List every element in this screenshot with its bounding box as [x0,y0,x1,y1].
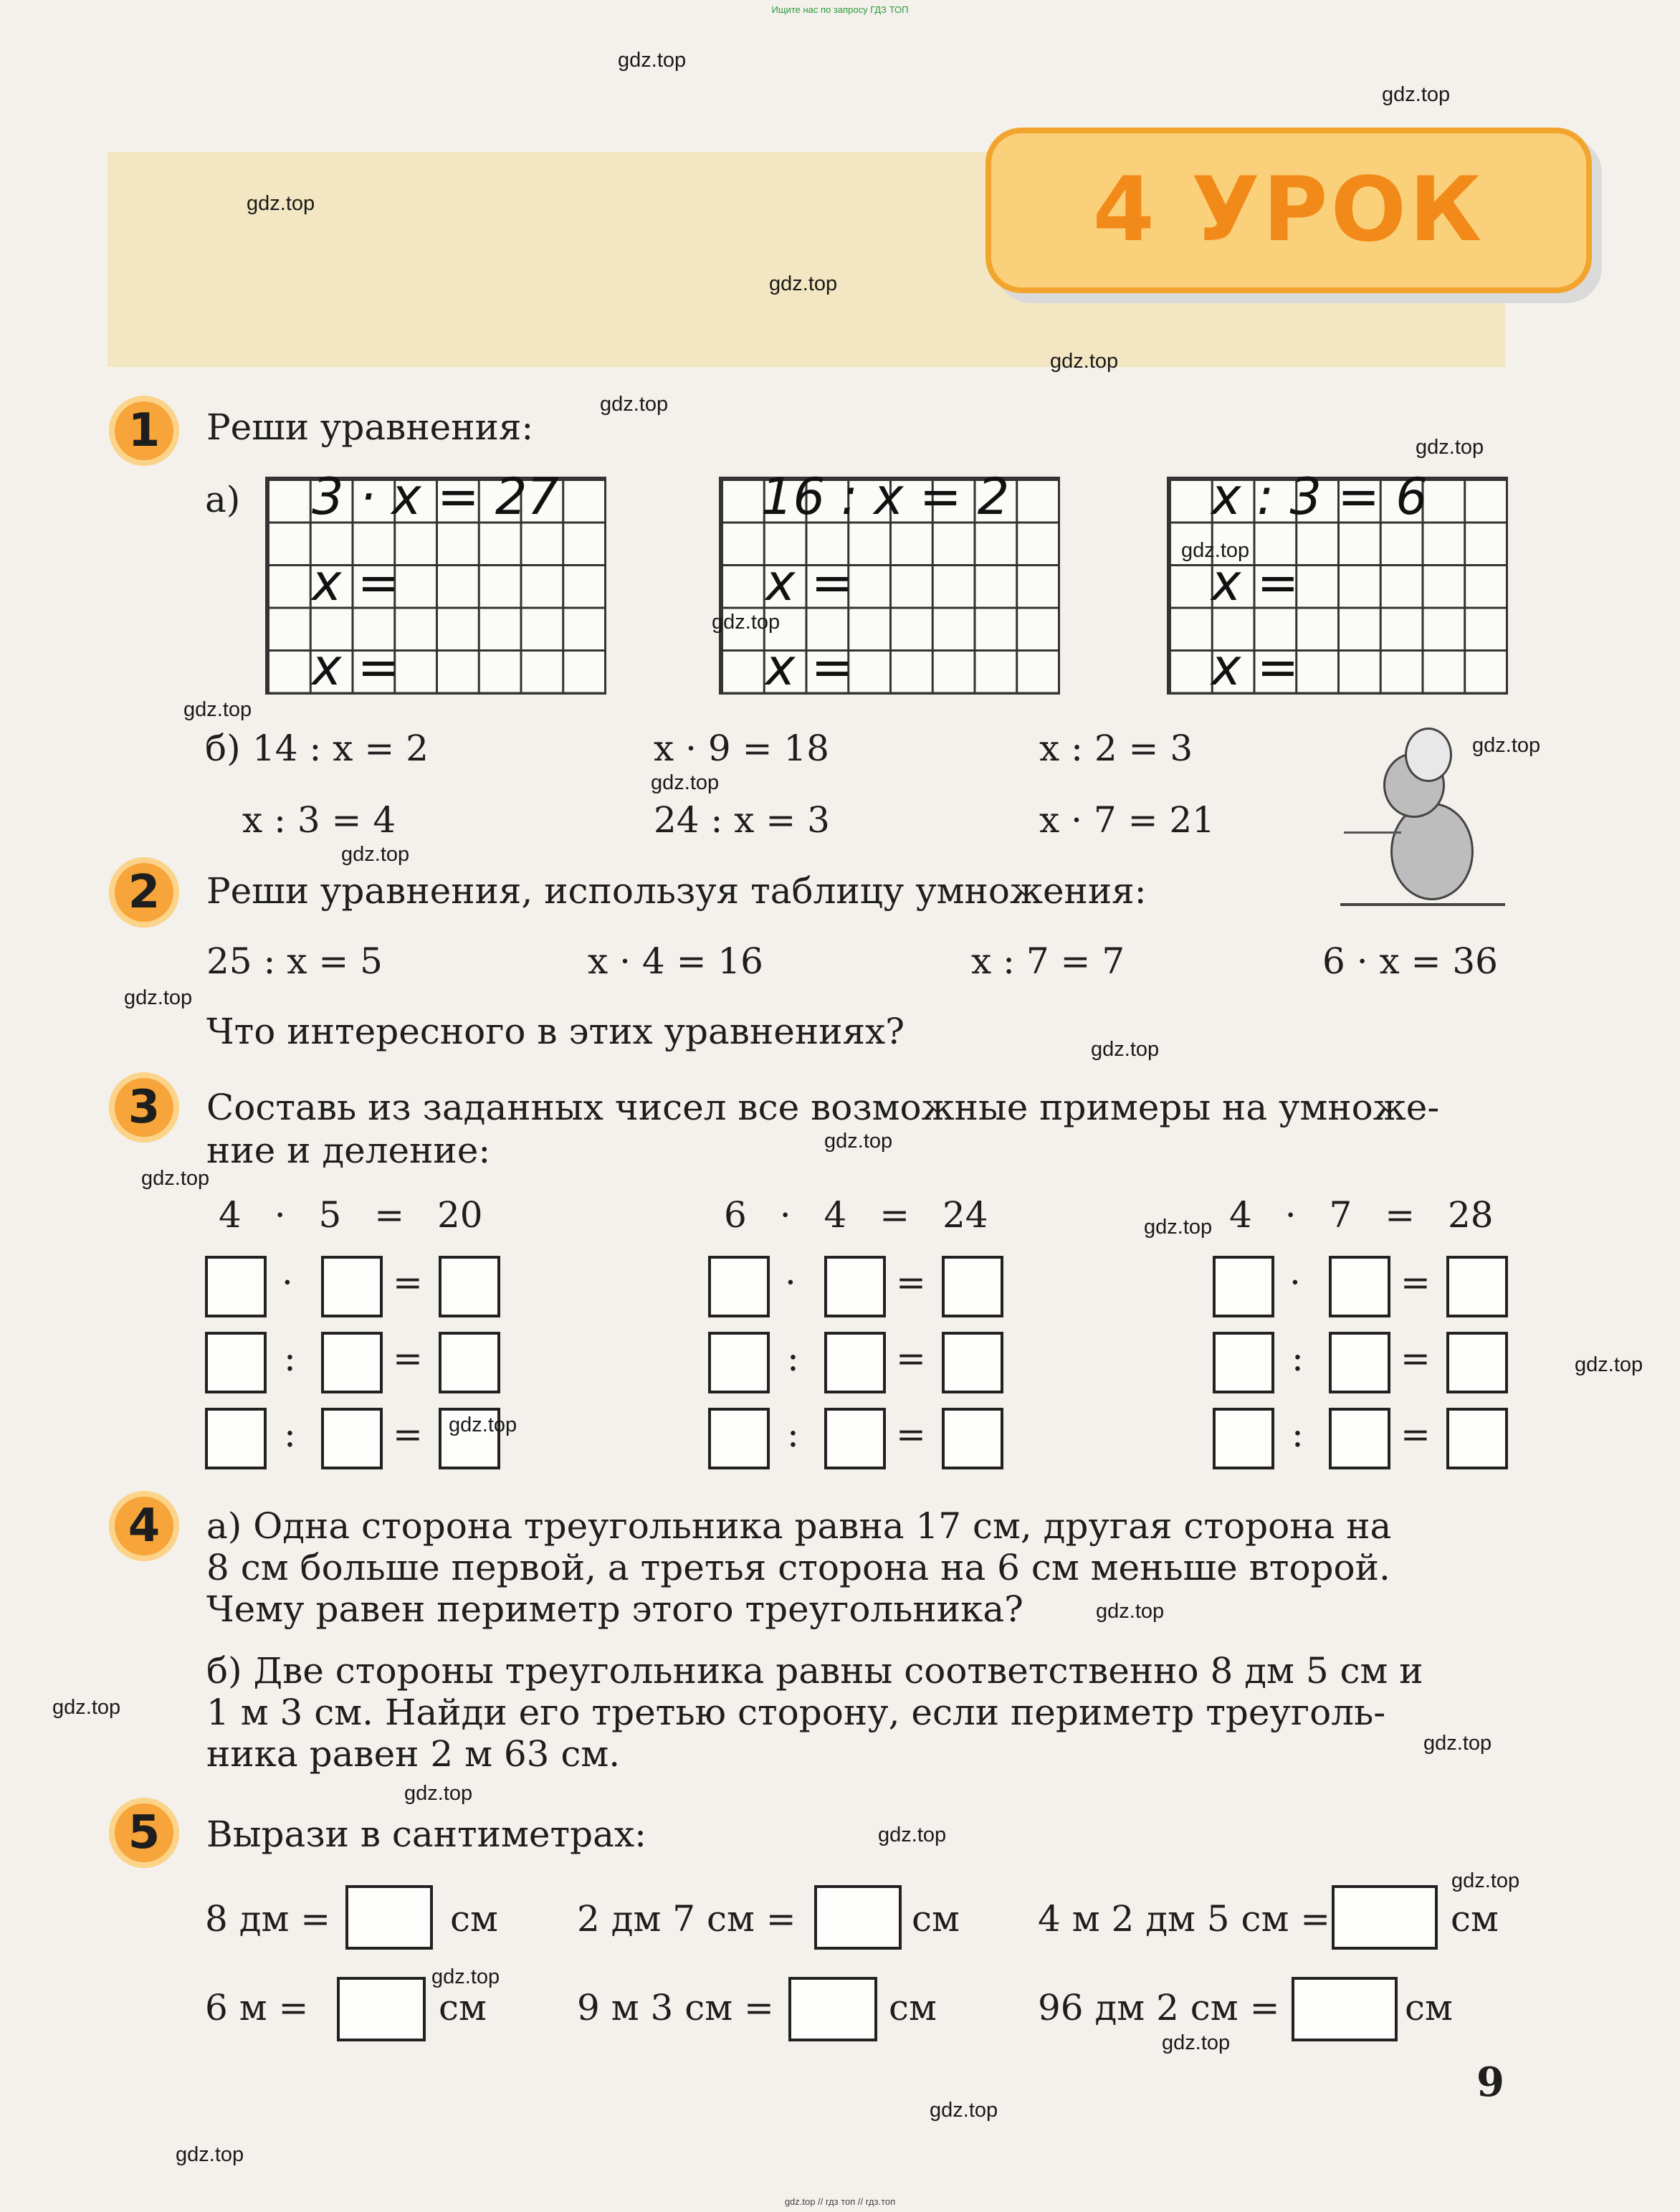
task2-question: Что интересного в этих уравнениях? [206,1011,905,1052]
watermark: gdz.top [1144,1216,1213,1239]
t3-g1-r3-b[interactable] [321,1408,383,1469]
t3-g3-r2-c[interactable] [1446,1332,1508,1393]
watermark: gdz.top [878,1824,947,1846]
t2-eq-4: 6 · x = 36 [1322,940,1498,982]
t3-g1-r1-b[interactable] [321,1256,383,1317]
t3-g1-r3-op: : [284,1414,296,1455]
t5-item-1: 8 дм = [205,1898,331,1940]
grid-x-2a: x = [765,553,854,612]
t5-unit-4: см [439,1987,487,2029]
t5-box-2[interactable] [814,1885,902,1950]
t2-eq-1: 25 : x = 5 [206,940,383,982]
grid-x-1b: x = [312,638,400,697]
b-eq-1: 14 : x = 2 [252,728,429,769]
page-number: 9 [1476,2059,1504,2106]
watermark: gdz.top [341,843,410,866]
grid-x-3b: x = [1211,638,1299,697]
grid-x-1a: x = [312,553,400,612]
watermark: gdz.top [1382,83,1451,106]
t4-a-1: а) Одна сторона треугольника равна 17 см, другая сторона на [206,1505,1392,1547]
t3-g2-r1-eq: = [896,1262,926,1303]
top-note: Ищите нас по запросу ГДЗ ТОП [771,4,909,15]
t5-unit-5: см [889,1987,937,2029]
t3-g1-r2-a[interactable] [205,1332,267,1393]
t5-item-4: 6 м = [205,1987,309,2029]
watermark: gdz.top [1575,1353,1643,1376]
task2-title: Реши уравнения, используя таблицу умножения: [206,870,1147,912]
t5-box-5[interactable] [788,1977,877,2041]
task1-part-a-label: а) [205,479,241,520]
t3-fact-3: 4 · 7 = 28 [1229,1194,1494,1236]
t3-g3-r3-b[interactable] [1329,1408,1390,1469]
watermark: gdz.top [1416,436,1484,459]
t3-g2-r2-op: : [787,1338,799,1379]
watermark: gdz.top [1181,539,1250,562]
t5-box-4[interactable] [337,1977,426,2041]
t3-g3-r1-b[interactable] [1329,1256,1390,1317]
grid-x-2b: x = [765,638,854,697]
t3-g3-r2-a[interactable] [1213,1332,1274,1393]
b-eq-5: 24 : x = 3 [654,799,830,841]
watermark: gdz.top [431,1965,500,1988]
t3-g1-r2-eq: = [393,1338,423,1379]
t5-unit-3: см [1451,1898,1499,1940]
t3-g3-r3-op: : [1292,1414,1304,1455]
t3-g3-r1-op: · [1289,1262,1301,1303]
t4-b-1: б) Две стороны треугольника равны соответственно 8 дм 5 см и [206,1650,1423,1692]
t2-eq-2: x · 4 = 16 [588,940,763,982]
watermark: gdz.top [769,272,838,295]
t5-box-1[interactable] [345,1885,433,1950]
t3-g3-r1-c[interactable] [1446,1256,1508,1317]
t4-b-2: 1 м 3 см. Найди его третью сторону, если периметр треуголь- [206,1692,1386,1733]
t3-g3-r2-op: : [1292,1338,1304,1379]
t5-item-5: 9 м 3 см = [577,1987,774,2029]
watermark: gdz.top [1096,1600,1165,1623]
t3-g2-r1-a[interactable] [708,1256,770,1317]
t3-fact-1: 4 · 5 = 20 [219,1194,483,1236]
t3-g3-r2-eq: = [1400,1338,1431,1379]
watermark: gdz.top [1091,1038,1160,1061]
t3-g1-r1-eq: = [393,1262,423,1303]
t3-g2-r1-c[interactable] [942,1256,1003,1317]
t3-g1-r1-a[interactable] [205,1256,267,1317]
t3-g3-r1-eq: = [1400,1262,1431,1303]
t3-g2-r3-eq: = [896,1414,926,1455]
task2-number: 2 [109,857,179,928]
bottom-note: gdz.top // гдз топ // гдз.топ [784,2196,896,2207]
t3-g2-r3-b[interactable] [824,1408,886,1469]
grid-eq-2: 16 : x = 2 [761,467,1010,526]
watermark: gdz.top [52,1696,121,1719]
t3-g1-r1-op: · [282,1262,293,1303]
task5-number: 5 [109,1798,179,1868]
task3-title-2: ние и деление: [206,1130,491,1171]
b-eq-2: x · 9 = 18 [654,728,829,769]
t4-b-3: ника равен 2 м 63 см. [206,1733,621,1775]
watermark: gdz.top [1423,1732,1492,1755]
task1-part-b-label: б) [205,728,241,769]
t3-g2-r3-a[interactable] [708,1408,770,1469]
t5-item-3: 4 м 2 дм 5 см = [1038,1898,1331,1940]
task3-number: 3 [109,1072,179,1143]
task4-number: 4 [109,1491,179,1561]
watermark: gdz.top [930,2099,998,2122]
t4-a-2: 8 см больше первой, а третья сторона на 6 см меньше второй. [206,1547,1390,1588]
t3-g1-r3-a[interactable] [205,1408,267,1469]
watermark: gdz.top [1050,350,1119,373]
task1-number: 1 [109,396,179,466]
t3-g3-r1-a[interactable] [1213,1256,1274,1317]
t3-fact-2: 6 · 4 = 24 [724,1194,988,1236]
t3-g1-r2-op: : [284,1338,296,1379]
watermark: gdz.top [618,49,687,72]
watermark: gdz.top [1162,2031,1231,2054]
watermark: gdz.top [600,393,669,416]
t5-unit-6: см [1405,1987,1453,2029]
t2-eq-3: x : 7 = 7 [971,940,1125,982]
task3-title-1: Составь из заданных чисел все возможные примеры на умноже- [206,1087,1440,1128]
t5-box-6[interactable] [1292,1977,1398,2041]
t3-g1-r2-c[interactable] [439,1332,500,1393]
b-eq-6: x · 7 = 21 [1039,799,1215,841]
task1-title: Реши уравнения: [206,406,534,448]
t4-a-3: Чему равен периметр этого треугольника? [206,1588,1023,1630]
watermark: gdz.top [1472,734,1541,757]
watermark: gdz.top [141,1167,210,1190]
watermark: gdz.top [824,1130,893,1153]
b-eq-3: x : 2 = 3 [1039,728,1193,769]
watermark: gdz.top [183,698,252,721]
t3-g2-r3-op: : [787,1414,799,1455]
watermark: gdz.top [449,1414,517,1436]
t3-g1-r2-b[interactable] [321,1332,383,1393]
t3-g2-r2-eq: = [896,1338,926,1379]
t3-g3-r3-c[interactable] [1446,1408,1508,1469]
t3-g1-r1-c[interactable] [439,1256,500,1317]
t5-item-6: 96 дм 2 см = [1038,1987,1280,2029]
t5-unit-1: см [450,1898,498,1940]
task5-title: Вырази в сантиметрах: [206,1813,647,1855]
t5-item-2: 2 дм 7 см = [577,1898,796,1940]
b-eq-4: x : 3 = 4 [242,799,396,841]
t3-g2-r1-op: · [785,1262,796,1303]
t3-g2-r2-c[interactable] [942,1332,1003,1393]
t3-g2-r2-a[interactable] [708,1332,770,1393]
t3-g2-r2-b[interactable] [824,1332,886,1393]
watermark: gdz.top [404,1782,473,1805]
t5-box-3[interactable] [1332,1885,1438,1950]
grid-eq-1: 3 · x = 27 [312,467,559,526]
grid-eq-3: x : 3 = 6 [1211,467,1428,526]
watermark: gdz.top [176,2143,244,2166]
t3-g3-r3-eq: = [1400,1414,1431,1455]
grid-x-3a: x = [1211,553,1299,612]
watermark: gdz.top [247,192,315,215]
t3-g1-r3-eq: = [393,1414,423,1455]
watermark: gdz.top [651,771,720,794]
watermark: gdz.top [1451,1869,1520,1892]
lesson-label: 4 УРОК [1092,158,1485,262]
t3-g3-r2-b[interactable] [1329,1332,1390,1393]
watermark: gdz.top [712,611,781,634]
t3-g2-r3-c[interactable] [942,1408,1003,1469]
t3-g2-r1-b[interactable] [824,1256,886,1317]
watermark: gdz.top [124,986,193,1009]
t3-g3-r3-a[interactable] [1213,1408,1274,1469]
t5-unit-2: см [912,1898,960,1940]
